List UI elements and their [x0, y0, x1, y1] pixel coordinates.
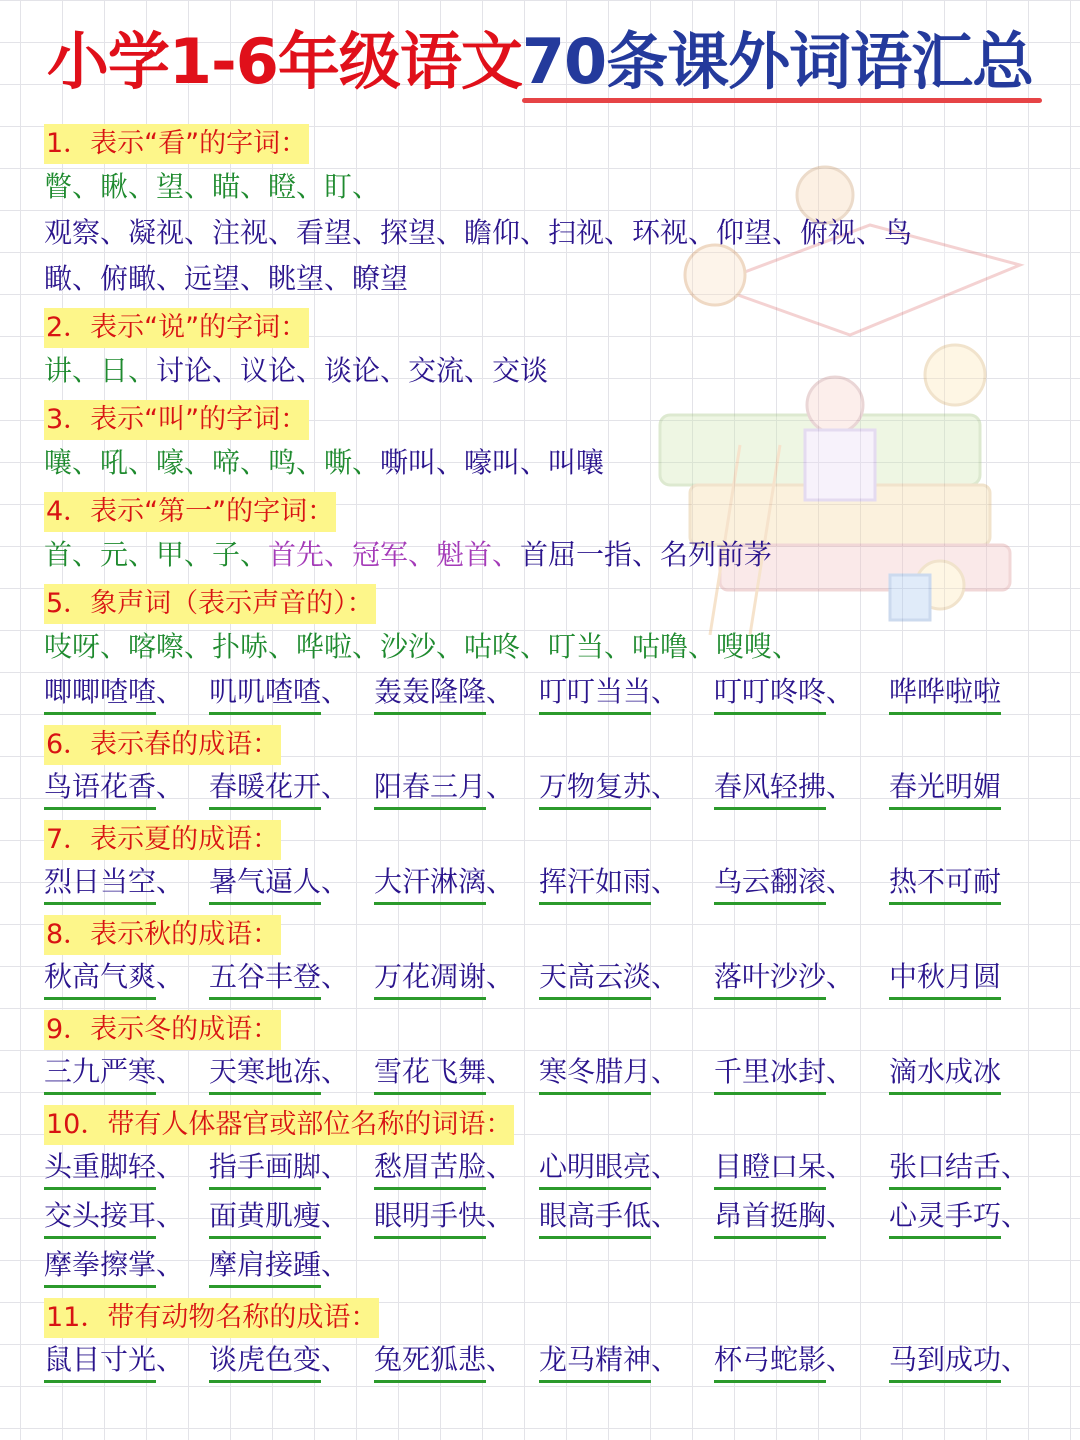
separator: 、: [156, 1248, 185, 1281]
word-group: 吱呀、喀嚓、扑哧、哗啦、沙沙、咕咚、叮当、咕噜、嗖嗖、: [44, 630, 801, 663]
idiom-row: [44, 1338, 1054, 1387]
idiom-word: 三九严寒: [44, 1052, 156, 1095]
separator: 、: [1001, 1343, 1030, 1376]
idiom-row: [44, 670, 1054, 719]
idiom-word: 心明眼亮: [539, 1147, 651, 1190]
separator: 、: [486, 770, 515, 803]
idiom-item: [209, 1194, 349, 1239]
idiom-word: 挥汗如雨: [539, 862, 651, 905]
idiom-word: 烈日当空: [44, 862, 156, 905]
word-group: 嚷、吼、嚎、啼、鸣、嘶、: [44, 446, 381, 479]
idiom-item: [209, 955, 349, 1000]
idiom-word: 张口结舌: [889, 1147, 1001, 1190]
idiom-word: 寒冬腊月: [539, 1052, 651, 1095]
idiom-item: [539, 765, 679, 810]
section-2: [44, 302, 1054, 394]
separator: 、: [156, 770, 185, 803]
idiom-word: 春光明媚: [889, 767, 1001, 810]
idiom-item: [209, 1338, 349, 1383]
section-9: [44, 1004, 1054, 1099]
separator: 、: [486, 1055, 515, 1088]
idiom-word: 大汗淋漓: [374, 862, 486, 905]
section-heading: 10．带有人体器官或部位名称的词语：: [44, 1105, 514, 1145]
separator: 、: [826, 865, 855, 898]
separator: 、: [156, 1199, 185, 1232]
idiom-word: 唧唧喳喳: [44, 672, 156, 715]
section-heading: 3．表示“叫”的字词：: [44, 400, 309, 440]
separator: 、: [321, 675, 350, 708]
section-4: [44, 486, 1054, 578]
separator: 、: [651, 1343, 680, 1376]
separator: 、: [321, 960, 350, 993]
word-group: 嘶叫、嚎叫、叫嚷: [380, 446, 605, 479]
idiom-item: [44, 1338, 184, 1383]
separator: 、: [156, 960, 185, 993]
title-part-blue: 70条课外词语汇总: [521, 25, 1034, 98]
idiom-word: 滴水成冰: [889, 1052, 1001, 1095]
section-10: [44, 1099, 1054, 1292]
separator: 、: [321, 770, 350, 803]
idiom-item: [539, 1338, 679, 1383]
separator: 、: [156, 675, 185, 708]
separator: 、: [321, 865, 350, 898]
separator: 、: [826, 1055, 855, 1088]
idiom-item: [714, 1194, 854, 1239]
idiom-item: [209, 670, 349, 715]
idiom-word: 乌云翻滚: [714, 862, 826, 905]
section-11: [44, 1292, 1054, 1387]
idiom-item: [209, 1050, 349, 1095]
idiom-word: 眼明手快: [374, 1196, 486, 1239]
idiom-item: [714, 670, 854, 715]
idiom-item: [209, 765, 349, 810]
idiom-word: 叽叽喳喳: [209, 672, 321, 715]
idiom-word: 叮叮咚咚: [714, 672, 826, 715]
idiom-word: 目瞪口呆: [714, 1147, 826, 1190]
idiom-word: 昂首挺胸: [714, 1196, 826, 1239]
idiom-item: [44, 1145, 184, 1190]
separator: 、: [486, 1150, 515, 1183]
separator: 、: [651, 770, 680, 803]
separator: 、: [156, 1343, 185, 1376]
idiom-word: 谈虎色变: [209, 1340, 321, 1383]
word-group: 瞰、俯瞰、远望、眺望、瞭望: [44, 262, 409, 295]
idiom-item: [889, 1194, 1029, 1239]
idiom-word: 阳春三月: [374, 767, 486, 810]
separator: 、: [156, 1055, 185, 1088]
idiom-row: [44, 1194, 1054, 1243]
idiom-item: [714, 765, 854, 810]
idiom-item: [44, 955, 184, 1000]
section-heading: 6．表示春的成语：: [44, 725, 281, 765]
idiom-item: [374, 670, 514, 715]
separator: 、: [1001, 1150, 1030, 1183]
word-line: [44, 210, 1054, 256]
idiom-item: [374, 1338, 514, 1383]
idiom-item: [44, 670, 184, 715]
idiom-item: [539, 1194, 679, 1239]
separator: 、: [651, 960, 680, 993]
idiom-word: 交头接耳: [44, 1196, 156, 1239]
idiom-word: 马到成功: [889, 1340, 1001, 1383]
word-line: [44, 440, 1054, 486]
separator: 、: [651, 865, 680, 898]
separator: 、: [321, 1150, 350, 1183]
idiom-item: [714, 1145, 854, 1190]
idiom-word: 轰轰隆隆: [374, 672, 486, 715]
idiom-row: [44, 1050, 1054, 1099]
section-heading: 7．表示夏的成语：: [44, 820, 281, 860]
separator: 、: [1001, 1199, 1030, 1232]
section-5: [44, 578, 1054, 719]
idiom-item: [44, 1194, 184, 1239]
idiom-item: [889, 1338, 1029, 1383]
section-heading: 11．带有动物名称的成语：: [44, 1298, 379, 1338]
word-line: [44, 256, 1054, 302]
idiom-word: 龙马精神: [539, 1340, 651, 1383]
section-3: [44, 394, 1054, 486]
page-title: [0, 20, 1080, 104]
section-heading: 8．表示秋的成语：: [44, 915, 281, 955]
separator: 、: [651, 1199, 680, 1232]
idiom-item: [889, 955, 1001, 1000]
idiom-word: 指手画脚: [209, 1147, 321, 1190]
idiom-item: [374, 955, 514, 1000]
separator: 、: [826, 1150, 855, 1183]
section-heading: 9．表示冬的成语：: [44, 1010, 281, 1050]
separator: 、: [486, 1343, 515, 1376]
word-group: 首先、冠军、魁首、: [268, 538, 521, 571]
idiom-item: [889, 765, 1001, 810]
idiom-item: [889, 1050, 1001, 1095]
idiom-item: [374, 860, 514, 905]
idiom-word: 五谷丰登: [209, 957, 321, 1000]
idiom-row: [44, 765, 1054, 814]
word-line: [44, 624, 1054, 670]
idiom-word: 鼠目寸光: [44, 1340, 156, 1383]
separator: 、: [486, 1199, 515, 1232]
idiom-word: 热不可耐: [889, 862, 1001, 905]
section-heading: 4．表示“第一”的字词：: [44, 492, 336, 532]
separator: 、: [826, 770, 855, 803]
section-6: [44, 719, 1054, 814]
separator: 、: [826, 1343, 855, 1376]
idiom-item: [374, 1145, 514, 1190]
idiom-row: [44, 1243, 1054, 1292]
idiom-item: [714, 1050, 854, 1095]
separator: 、: [321, 1343, 350, 1376]
idiom-word: 暑气逼人: [209, 862, 321, 905]
idiom-item: [714, 860, 854, 905]
word-line: [44, 532, 1054, 578]
idiom-word: 叮叮当当: [539, 672, 651, 715]
idiom-word: 杯弓蛇影: [714, 1340, 826, 1383]
idiom-item: [539, 670, 679, 715]
idiom-item: [44, 1243, 184, 1288]
idiom-item: [44, 1050, 184, 1095]
separator: 、: [826, 960, 855, 993]
section-heading: 5．象声词（表示声音的）：: [44, 584, 376, 624]
idiom-word: 落叶沙沙: [714, 957, 826, 1000]
word-list: [44, 118, 1054, 1387]
separator: 、: [651, 675, 680, 708]
idiom-word: 春风轻拂: [714, 767, 826, 810]
idiom-word: 雪花飞舞: [374, 1052, 486, 1095]
idiom-word: 愁眉苦脸: [374, 1147, 486, 1190]
separator: 、: [651, 1150, 680, 1183]
idiom-item: [209, 1145, 349, 1190]
title-part-red: 小学1-6年级语文: [46, 25, 522, 98]
idiom-item: [714, 1338, 854, 1383]
word-line: [44, 164, 1054, 210]
idiom-word: 鸟语花香: [44, 767, 156, 810]
section-heading: 2．表示“说”的字词：: [44, 308, 309, 348]
idiom-item: [374, 1050, 514, 1095]
word-group: 首屈一指、名列前茅: [520, 538, 773, 571]
section-1: [44, 118, 1054, 302]
idiom-word: 万物复苏: [539, 767, 651, 810]
word-group: 首、元、甲、子、: [44, 538, 269, 571]
idiom-item: [714, 955, 854, 1000]
separator: 、: [486, 960, 515, 993]
idiom-word: 春暖花开: [209, 767, 321, 810]
idiom-word: 秋高气爽: [44, 957, 156, 1000]
idiom-item: [539, 955, 679, 1000]
idiom-item: [539, 1145, 679, 1190]
word-group: 讲、日、: [44, 354, 157, 387]
idiom-word: 万花凋谢: [374, 957, 486, 1000]
idiom-word: 天寒地冻: [209, 1052, 321, 1095]
idiom-item: [209, 860, 349, 905]
separator: 、: [486, 675, 515, 708]
separator: 、: [826, 1199, 855, 1232]
idiom-row: [44, 955, 1054, 1004]
idiom-word: 兔死狐悲: [374, 1340, 486, 1383]
separator: 、: [156, 1150, 185, 1183]
idiom-item: [44, 860, 184, 905]
idiom-item: [374, 765, 514, 810]
idiom-word: 眼高手低: [539, 1196, 651, 1239]
idiom-row: [44, 860, 1054, 909]
idiom-word: 摩拳擦掌: [44, 1245, 156, 1288]
idiom-word: 中秋月圆: [889, 957, 1001, 1000]
separator: 、: [826, 675, 855, 708]
idiom-word: 天高云淡: [539, 957, 651, 1000]
idiom-item: [209, 1243, 349, 1288]
section-7: [44, 814, 1054, 909]
title-underline: [522, 98, 1042, 103]
word-line: [44, 348, 1054, 394]
idiom-item: [44, 765, 184, 810]
idiom-row: [44, 1145, 1054, 1194]
section-heading: 1．表示“看”的字词：: [44, 124, 309, 164]
idiom-word: 哗哗啦啦: [889, 672, 1001, 715]
separator: 、: [321, 1248, 350, 1281]
separator: 、: [321, 1199, 350, 1232]
separator: 、: [321, 1055, 350, 1088]
idiom-item: [374, 1194, 514, 1239]
section-8: [44, 909, 1054, 1004]
idiom-word: 头重脚轻: [44, 1147, 156, 1190]
idiom-item: [539, 860, 679, 905]
idiom-word: 面黄肌瘦: [209, 1196, 321, 1239]
idiom-word: 千里冰封: [714, 1052, 826, 1095]
idiom-item: [539, 1050, 679, 1095]
idiom-item: [889, 1145, 1029, 1190]
word-group: 观察、凝视、注视、看望、探望、瞻仰、扫视、环视、仰望、俯视、鸟: [44, 216, 913, 249]
idiom-item: [889, 860, 1001, 905]
idiom-word: 心灵手巧: [889, 1196, 1001, 1239]
separator: 、: [156, 865, 185, 898]
separator: 、: [486, 865, 515, 898]
separator: 、: [651, 1055, 680, 1088]
idiom-item: [889, 670, 1001, 715]
word-group: 瞥、瞅、望、瞄、瞪、盯、: [44, 170, 381, 203]
word-group: 讨论、议论、谈论、交流、交谈: [156, 354, 549, 387]
idiom-word: 摩肩接踵: [209, 1245, 321, 1288]
